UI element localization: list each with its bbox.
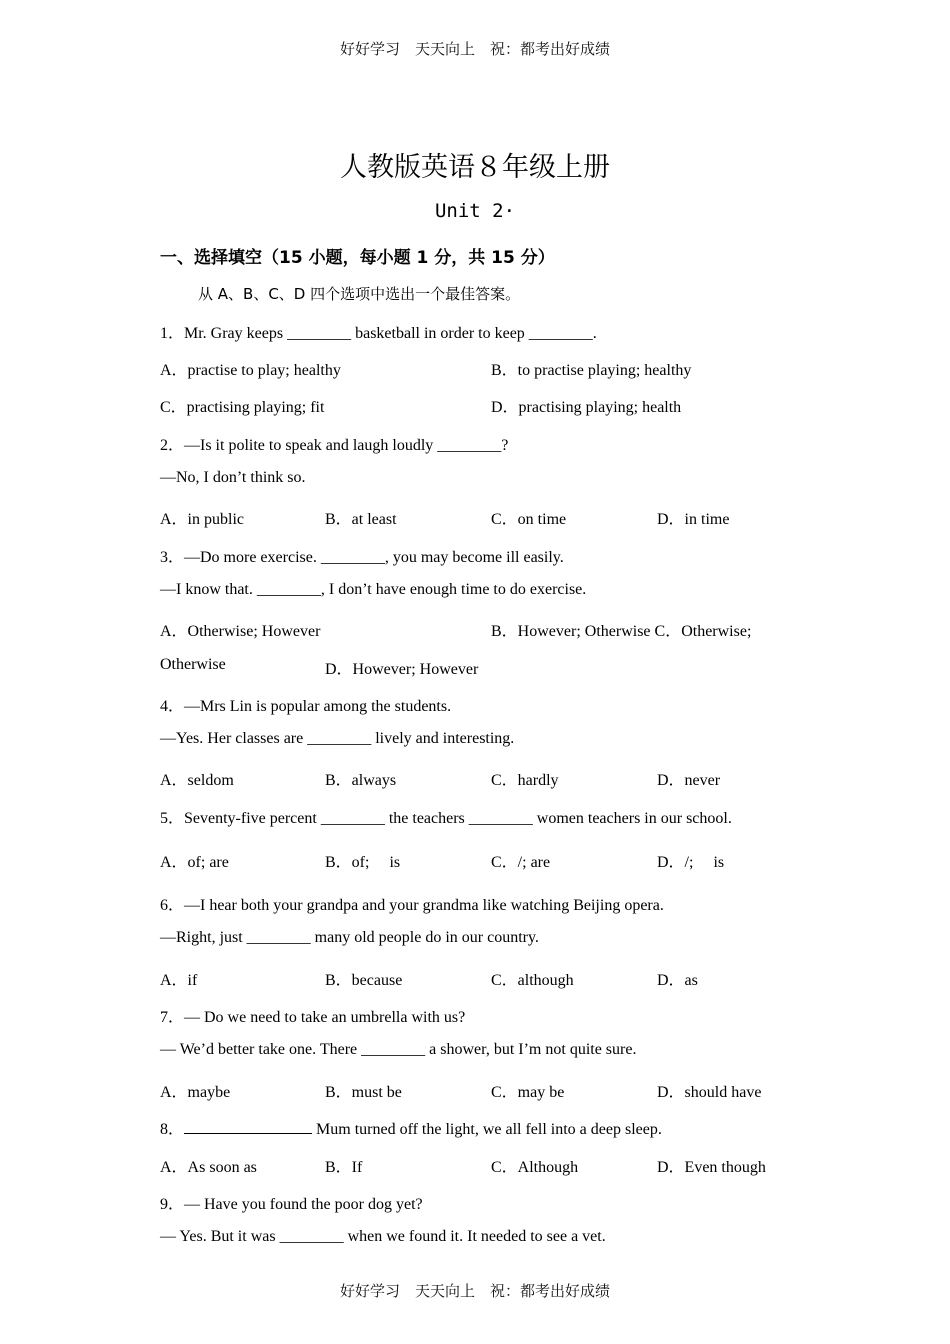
q3-option-b-c: B．However; Otherwise C．Otherwise; [491,623,752,640]
q5-option-b: B．of; is [325,854,401,871]
q4-option-a: A．seldom [160,772,234,789]
q5-option-a: A．of; are [160,854,229,871]
q7-option-a: A．maybe [160,1084,231,1101]
question-6-stem-line2: —Right, just ________ many old people do in our country. [160,929,539,946]
q6-option-b: B．because [325,972,403,989]
question-9-stem: 9．— Have you found the poor dog yet? [160,1196,423,1213]
q4-option-b: B．always [325,772,397,789]
q3-option-a: A．Otherwise; However [160,623,321,640]
question-7-stem: 7．— Do we need to take an umbrella with us? [160,1009,466,1026]
question-3-stem: 3．—Do more exercise. ________, you may become ill easily. [160,549,564,566]
page-subtitle: Unit 2· [434,200,516,222]
q1-option-b: B．to practise playing; healthy [491,362,692,379]
q3-option-c-cont: Otherwise [160,656,226,673]
question-2-stem: 2．—Is it polite to speak and laugh loudly ________? [160,437,509,454]
page-footer: 好好学习 天天向上 祝：都考出好成绩 [339,1282,610,1300]
q8-option-b: B．If [325,1159,363,1176]
q8-option-d: D．Even though [657,1159,766,1176]
q2-option-c: C．on time [491,511,567,528]
section-heading: 一、选择填空（15 小题，每小题 1 分，共 15 分） [160,248,555,268]
q2-option-a: A．in public [160,511,244,528]
q1-option-d: D．practising playing; health [491,399,682,416]
q7-option-d: D．should have [657,1084,762,1101]
question-1-stem: 1．Mr. Gray keeps ________ basketball in order to keep ________. [160,325,597,342]
page-title: 人教版英语８年级上册 [340,152,610,183]
question-9-stem-line2: — Yes. But it was ________ when we found it. It needed to see a vet. [160,1228,606,1245]
question-4-stem: 4．—Mrs Lin is popular among the students. [160,698,452,715]
question-8-text: Mum turned off the light, we all fell into a deep sleep. [316,1121,662,1138]
q6-option-d: D．as [657,972,698,989]
answer-blank [184,1119,312,1134]
q8-option-a: A．As soon as [160,1159,257,1176]
q7-option-c: C．may be [491,1084,565,1101]
question-4-stem-line2: —Yes. Her classes are ________ lively and interesting. [160,730,515,747]
q6-option-a: A．if [160,972,198,989]
question-8-number: 8． [160,1121,185,1138]
question-2-stem-line2: —No, I don’t think so. [160,469,306,486]
q5-option-d: D．/; is [657,854,725,871]
question-3-stem-line2: —I know that. ________, I don’t have enough time to do exercise. [160,581,587,598]
q6-option-c: C．although [491,972,574,989]
question-6-stem: 6．—I hear both your grandpa and your grandma like watching Beijing opera. [160,897,664,914]
q5-option-c: C．/; are [491,854,551,871]
q7-option-b: B．must be [325,1084,402,1101]
q2-option-b: B．at least [325,511,397,528]
q4-option-c: C．hardly [491,772,559,789]
instruction-text: 从 A、B、C、D 四个选项中选出一个最佳答案。 [198,285,521,303]
question-5-stem: 5．Seventy-five percent ________ the teachers ________ women teachers in our school. [160,810,732,827]
question-8-stem [160,1116,662,1139]
q1-option-a: A．practise to play; healthy [160,362,341,379]
page-header: 好好学习 天天向上 祝：都考出好成绩 [339,40,610,58]
q1-option-c: C．practising playing; fit [160,399,325,416]
question-7-stem-line2: — We’d better take one. There ________ a shower, but I’m not quite sure. [160,1041,637,1058]
q8-option-c: C．Although [491,1159,579,1176]
q3-option-d: D．However; However [325,661,479,678]
q4-option-d: D．never [657,772,721,789]
q2-option-d: D．in time [657,511,730,528]
